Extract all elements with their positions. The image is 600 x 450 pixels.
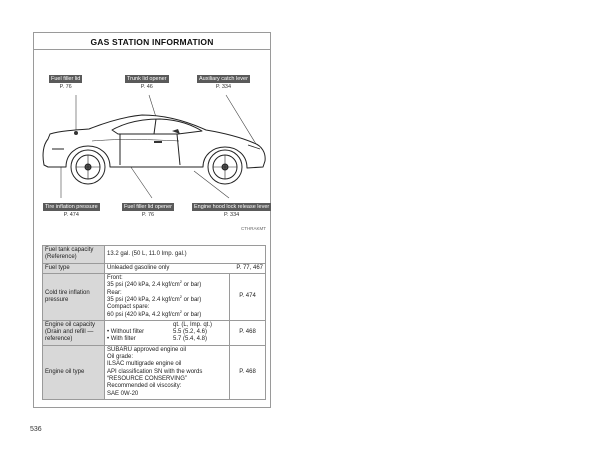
fuel-type-value: Unleaded gasoline only — [107, 264, 170, 271]
table-row — [43, 320, 266, 345]
fuel-capacity-value: 13.2 gal. (50 L, 11.0 Imp. gal.) — [105, 246, 266, 264]
gas-station-info-box — [33, 32, 271, 408]
oil-capacity-ref: P. 468 — [230, 320, 266, 345]
callout-auxiliary-catch-lever: Auxiliary catch lever P. 334 — [199, 76, 248, 90]
page-number: 536 — [30, 426, 42, 433]
oil-type-label: Engine oil type — [43, 345, 105, 399]
fuel-type-label: Fuel type — [43, 263, 105, 273]
oil-type-values: SUBARU approved engine oil Oil grade: ILSAC multigrade engine oil API classification SN with the words “RESOURCE CONSERVING” Recommended oil viscosity: SAE 0W-20 — [105, 345, 230, 399]
tire-pressure-ref: P. 474 — [230, 273, 266, 320]
oil-capacity-values: qt. (L, Imp. qt.) • Without filter 5.5 (5.2, 4.6) • With filter 5.7 (5.4, 4.8) — [105, 320, 230, 345]
table-row — [43, 263, 266, 273]
oil-capacity-label: Engine oil capacity (Drain and refill — reference) — [43, 320, 105, 345]
fuel-type-cell — [105, 263, 266, 273]
page-title: GAS STATION INFORMATION — [90, 37, 214, 47]
table-row — [43, 273, 266, 320]
fuel-lid-marker — [74, 131, 78, 135]
callout-tire-inflation-pressure: Tire inflation pressure P. 474 — [45, 204, 98, 218]
callout-fuel-filler-lid: Fuel filler lid P. 76 — [51, 76, 81, 90]
callout-engine-hood-lock-release: Engine hood lock release lever P. 334 — [194, 204, 270, 218]
callout-fuel-filler-lid-opener: Fuel filler lid opener P. 76 — [124, 204, 172, 218]
diagram-code: CTHRAKMT — [241, 226, 266, 231]
tire-pressure-label: Cold tire inflation pressure — [43, 273, 105, 320]
callout-trunk-lid-opener: Trunk lid opener P. 46 — [127, 76, 167, 90]
door-handle — [154, 141, 162, 143]
tire-pressure-values: Front: 35 psi (240 kPa, 2.4 kgf/$cm^2$ or bar) Rear: 35 psi (240 kPa, 2.4 kgf/$cm^2$ or bar) Compact spare: 60 psi (420 kPa, 4.2 kgf/$cm^2$ or bar) — [105, 273, 230, 320]
fuel-capacity-label: Fuel tank capacity (Reference) — [43, 246, 105, 264]
table-row — [43, 246, 266, 264]
oil-type-ref: P. 468 — [230, 345, 266, 399]
spec-table — [42, 245, 266, 400]
table-row — [43, 345, 266, 399]
fuel-type-ref: P. 77, 467 — [236, 264, 263, 271]
